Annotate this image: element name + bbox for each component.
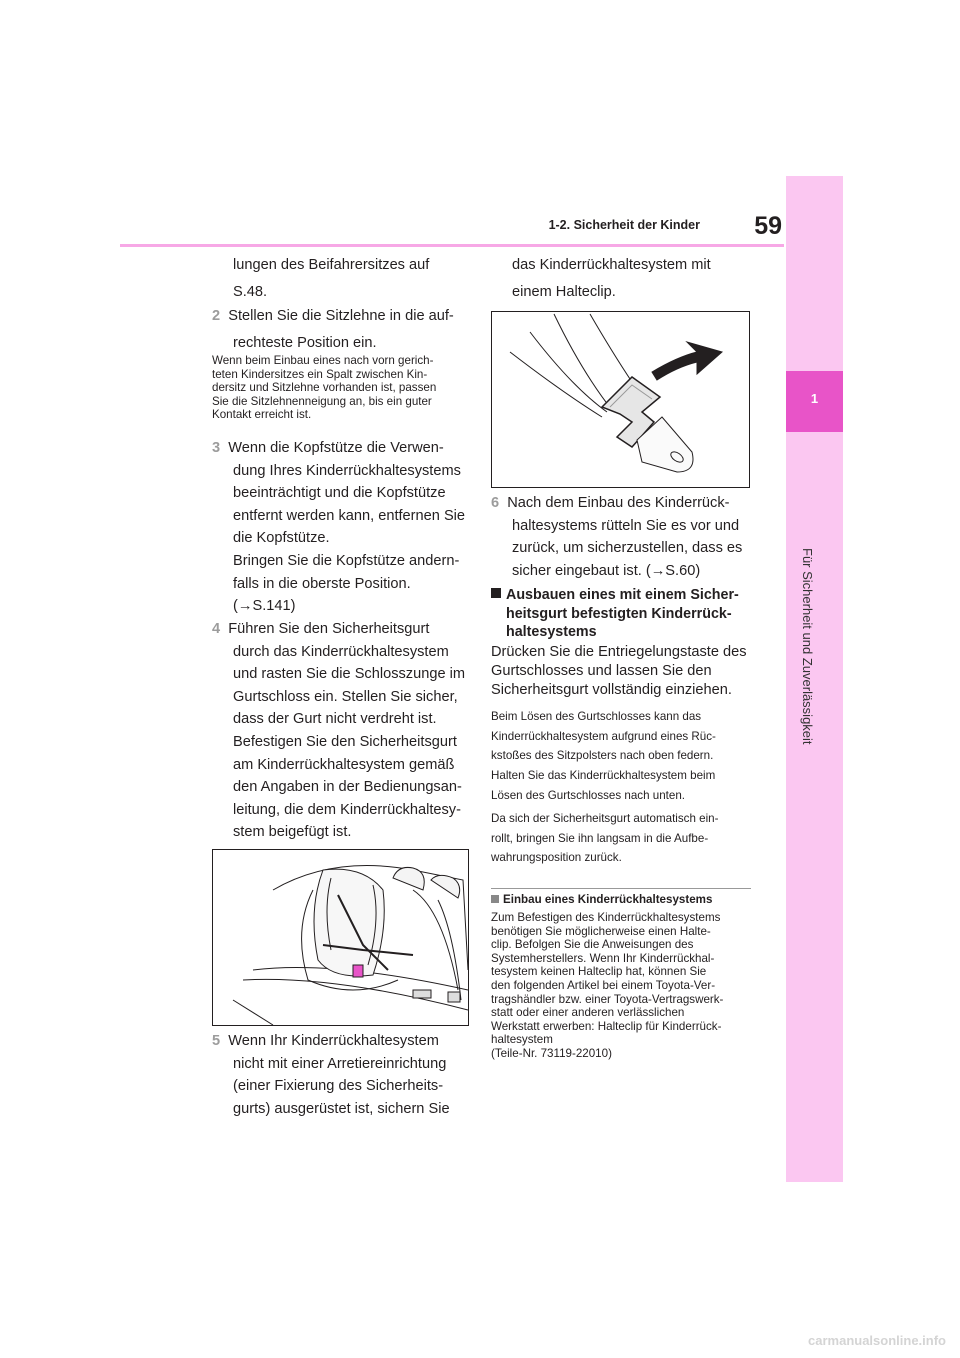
child-seat-illustration <box>212 849 469 1026</box>
text-line: falls in die oberste Position. <box>233 575 411 592</box>
text-line: rechteste Position ein. <box>233 334 377 351</box>
text-line: Wenn die Kopfstütze die Verwen- <box>228 440 444 456</box>
step-6 <box>491 492 751 582</box>
text-line: beeinträchtigt und die Kopfstütze <box>233 485 446 502</box>
text-line: gurts) ausgerüstet ist, sichern Sie <box>233 1100 450 1117</box>
text-line: Befestigen Sie den Sicherheitsgurt <box>233 733 457 750</box>
note-line: rollt, bringen Sie ihn langsam in die Aufbe- <box>491 831 709 845</box>
step-4 <box>212 618 472 844</box>
text-line: dung Ihres Kinderrückhaltesystems <box>233 462 461 479</box>
step-5 <box>212 1030 472 1120</box>
note-line: haltesystem <box>491 1033 553 1047</box>
note-line: Zum Befestigen des Kinderrückhaltesystems <box>491 911 721 924</box>
text-line: am Kinderrückhaltesystem gemäß <box>233 756 455 773</box>
section-divider <box>491 888 751 889</box>
step-number: 6 <box>491 495 500 511</box>
install-note-heading <box>491 893 751 906</box>
text-line: leitung, die dem Kinderrückhaltesy- <box>233 801 461 818</box>
note-line: kstoßes des Sitzpolsters nach oben federn. <box>491 749 714 763</box>
step-3 <box>212 437 472 618</box>
left-continuation <box>212 254 472 303</box>
right-continuation <box>491 254 751 303</box>
chapter-label: Für Sicherheit und Zuverlässigkeit <box>800 548 815 745</box>
step-number: 3 <box>212 440 221 456</box>
text-line: entfernt werden kann, entfernen Sie <box>233 507 466 524</box>
step-number: 4 <box>212 621 221 637</box>
text-line: nicht mit einer Arretiereinrichtung <box>233 1055 447 1072</box>
text-line: Gurtschlosses und lassen Sie den <box>491 663 712 679</box>
removal-note-2 <box>491 809 751 868</box>
note-line: Sie die Sitzlehnenneigung an, bis ein guter <box>212 394 432 408</box>
note-line: den folgenden Artikel bei einem Toyota-Ver- <box>491 978 716 992</box>
heading-line: Ausbauen eines mit einem Sicher- <box>506 587 739 603</box>
note-line: clip. Befolgen Sie die Anweisungen des <box>491 938 694 952</box>
halteclip-illustration <box>491 311 750 488</box>
note-line: dersitz und Sitzlehne vorhanden ist, passen <box>212 381 437 395</box>
note-line: Beim Lösen des Gurtschlosses kann das <box>491 710 702 723</box>
text-line: das Kinderrückhaltesystem mit <box>512 257 711 273</box>
removal-text <box>491 643 751 700</box>
text-line: Gurtschloss ein. Stellen Sie sicher, <box>233 688 458 705</box>
square-bullet-icon <box>491 895 499 903</box>
heading-line: heitsgurt befestigten Kinderrück- <box>506 605 732 622</box>
removal-heading <box>491 586 751 642</box>
square-bullet-icon <box>491 588 501 598</box>
text-line: Führen Sie den Sicherheitsgurt <box>228 621 430 637</box>
text-line: S.48. <box>233 283 268 300</box>
note-line: Halten Sie das Kinderrückhaltesystem beim <box>491 769 716 783</box>
text-line: Nach dem Einbau des Kinderrück- <box>507 495 730 511</box>
text-line: dass der Gurt nicht verdreht ist. <box>233 711 437 728</box>
text-line: einem Halteclip. <box>512 283 616 300</box>
note-line: Kontakt erreicht ist. <box>212 408 312 422</box>
note-line: Wenn beim Einbau eines nach vorn gerich- <box>212 354 434 367</box>
text-line: (→S.141) <box>233 598 296 615</box>
note-line: statt oder einer anderen verlässlichen <box>491 1006 685 1020</box>
note-line: Lösen des Gurtschlosses nach unten. <box>491 788 685 802</box>
note-line: tragshändler bzw. einer Toyota-Vertragswerk- <box>491 992 724 1006</box>
header-rule <box>120 244 784 247</box>
text-line: lungen des Beifahrersitzes auf <box>233 257 430 273</box>
section-title: 1-2. Sicherheit der Kinder <box>548 218 700 232</box>
text-line: durch das Kinderrückhaltesystem <box>233 643 449 660</box>
note-line: (Teile-Nr. 73119-22010) <box>491 1046 612 1060</box>
note-line: tesystem keinen Halteclip hat, können Sie <box>491 965 707 979</box>
heading-line: haltesystems <box>506 624 597 640</box>
note-line: Werkstatt erwerben: Halteclip für Kinderrück- <box>491 1019 722 1033</box>
text-line: Sicherheitsgurt vollständig einziehen. <box>491 682 732 698</box>
removal-note-1 <box>491 707 751 806</box>
note-line: Systemherstellers. Wenn Ihr Kinderrückhal- <box>491 951 715 965</box>
note-line: Kinderrückhaltesystem aufgrund eines Rüc- <box>491 729 716 743</box>
text-line: Wenn Ihr Kinderrückhaltesystem <box>228 1033 439 1049</box>
text-line: Stellen Sie die Sitzlehne in die auf- <box>228 308 454 324</box>
text-line: stem beigefügt ist. <box>233 824 352 841</box>
note-line: teten Kindersitzes ein Spalt zwischen Kin- <box>212 367 428 381</box>
install-note-text <box>491 911 751 1061</box>
child-seat-drawing <box>213 850 468 1025</box>
step-number: 2 <box>212 308 221 324</box>
text-line: Bringen Sie die Kopfstütze andern- <box>233 552 460 569</box>
text-line: und rasten Sie die Schlosszunge im <box>233 666 466 683</box>
page-number: 59 <box>754 212 782 240</box>
halteclip-drawing <box>492 312 749 487</box>
text-line: zurück, um sicherzustellen, dass es <box>512 540 743 557</box>
text-line: (einer Fixierung des Sicherheits- <box>233 1078 444 1095</box>
step-2 <box>212 305 472 354</box>
step-2-note <box>212 354 472 422</box>
text-line: sicher eingebaut ist. (→S.60) <box>512 562 701 579</box>
chapter-number: 1 <box>810 391 819 406</box>
step-number: 5 <box>212 1033 221 1049</box>
note-line: benötigen Sie möglicherweise einen Halte- <box>491 924 711 938</box>
watermark: carmanualsonline.info <box>808 1333 946 1348</box>
text-line: die Kopfstütze. <box>233 530 330 547</box>
heading-text: Einbau eines Kinderrückhaltesystems <box>503 893 713 906</box>
text-line: haltesystems rütteln Sie es vor und <box>512 517 740 534</box>
text-line: den Angaben in der Bedienungsan- <box>233 779 462 796</box>
note-line: wahrungsposition zurück. <box>491 851 622 865</box>
note-line: Da sich der Sicherheitsgurt automatisch ein- <box>491 812 719 825</box>
text-line: Drücken Sie die Entriegelungstaste des <box>491 644 747 660</box>
